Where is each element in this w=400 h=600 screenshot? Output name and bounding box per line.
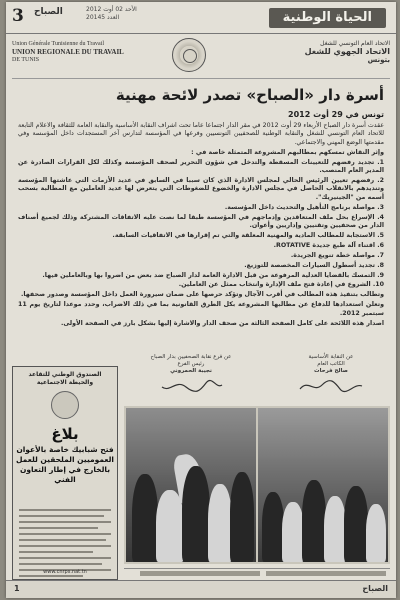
signature-title: عن فرع نقابة الصحفيين بدار الصباح: [150, 354, 232, 360]
issue-number-line: العدد 20145: [86, 14, 120, 21]
ugtt-emblem-icon: [172, 38, 206, 72]
advert-org: الصندوق الوطني للتقاعد والحيطة الاجتماعية: [28, 371, 102, 386]
article-paragraph: 5. الاستجابة للمطالب المادية والمهنية المعلقة والتي تم إقرارها في الاتفاقيات السابقة.: [112, 231, 384, 239]
letterhead-fr-3: DE TUNIS: [12, 57, 40, 63]
photo-meeting-raised-hands: [126, 408, 256, 562]
signature-union: [266, 354, 396, 395]
signature-role: رئيس الفرع: [177, 361, 205, 367]
article-paragraph: 10. الشروع في إعادة فتح ملف الإدارة وانتخاب ممثل عن العاملين.: [178, 281, 384, 289]
article-paragraph: وتطالب بتنفيذ هذه المطالب في أقرب الآجال وتؤكد حرصها على ضمان سيرورة العمل داخل المؤسسة وصدور صحفها.: [21, 291, 384, 299]
article-paragraph: 8. تجديد أسطول السيارات المخصصة للتوزيع.: [244, 261, 384, 269]
article-paragraph: 7. مواصلة خطة تنويع الجريدة.: [290, 251, 384, 259]
masthead: [6, 2, 396, 34]
handwritten-signature-icon: [296, 377, 366, 395]
cnrps-advert: [12, 366, 118, 580]
photo-meeting-audience: [258, 408, 388, 562]
signature-role: الكاتب العام: [317, 361, 345, 367]
article-body: [18, 122, 384, 329]
footer-brand: الصباح: [362, 584, 388, 593]
signature-name: صالح فرحات: [314, 368, 348, 374]
letterhead-ar-2: الاتحاد الجهوي للشغل: [304, 47, 390, 56]
signature-journalists: [126, 354, 256, 395]
photo-caption: [124, 568, 390, 578]
article-headline: أسرة دار «الصباح» تصدر لائحة مهنية: [115, 86, 384, 104]
article-paragraph: اصدار هذه اللائحة على كامل الصفحة الثالثة من صحف الدار والاشارة إليها بشكل بارز في الصفحة الأولى.: [60, 319, 384, 327]
article-paragraph: 6. اقتناء آلة طبع جديدة ROTATIVE.: [273, 241, 384, 249]
photo-strip: [124, 406, 390, 564]
signature-title: عن النقابة الأساسية: [308, 354, 354, 360]
article-paragraph: وتعلن استعدادها للدفاع عن مطالبها المشروعة بكل الطرق القانونية بما في ذلك الاضراب، وحدد موعدا لتاريخ يوم 11 سبتمبر 2012.: [18, 301, 384, 317]
signature-name: نجيبة الحمروني: [170, 368, 212, 374]
letterhead-ar-3: بتونس: [367, 56, 390, 64]
handwritten-signature-icon: [156, 377, 226, 395]
advert-headline: فتح شبابيك خاصة بالأعوان العموميين الملحقين للعمل بالخارج في إطار التعاون الفني: [15, 445, 114, 484]
letterhead-french: [12, 40, 124, 64]
letterhead-ar-1: الاتحاد العام التونسي للشغل: [320, 40, 390, 47]
article-paragraph: 9. التمسك بالقضايا العدلية المرفوعة من قبل الادارة العامة لدار الصباح ضد بعض من اضروا بها وبالعاملين فيها.: [42, 271, 384, 279]
section-title: الحياة الوطنية: [269, 8, 386, 28]
advert-title: بلاغ: [51, 425, 79, 443]
letterhead-fr-2: UNION REGIONALE DU TRAVAIL: [12, 48, 124, 56]
divider: [12, 78, 390, 79]
article-paragraph: 1. تجديد رفضهم للتعيينات المسقطة والتدخل في شؤون التحرير لصحف المؤسسة وكذلك لكل القرارات الصادرة عن المدير العام المنصب.: [18, 158, 384, 175]
signature-block: [116, 354, 396, 406]
ugtt-letterhead: [12, 38, 390, 76]
issue-date: [86, 6, 137, 22]
article-paragraph: عقدت أسرة دار الصباح الأربعاء 29 أوت 2012 في مقر الدار اجتماعا عاما تحت اشراف النقابة الأساسية والنقابة العامة للثقافة والاعلام التابعة للاتحاد العام التونسي للشغل والنقابة الوطنية للصحفيين التونسيين وفرعها في المؤسسة لتدارس آخر المستجدات داخل المؤسسة وفي مقدمتها الوضع المهني والاجتماعي.: [18, 122, 385, 146]
letterhead-fr-1: Union Générale Tunisienne du Travail: [12, 41, 104, 47]
issue-date-line: الأحد 02 أوت 2012: [86, 6, 137, 13]
article-paragraph: 4. الإسراع بحل ملف المتعاقدين وإدماجهم في المؤسسة طبقا لما نصت عليه الاتفاقات المشتركة وذلك لجميع أصناف الدار من صحفيين وتقنيين وإداريين وأعوان.: [18, 213, 384, 229]
letterhead-arabic: [305, 40, 390, 64]
article-paragraph: وإثر النقاش تمسكهم بمطالبهم المشروعة المتمثلة خاصة في :: [191, 148, 384, 156]
cnrps-logo-icon: [51, 391, 79, 419]
newspaper-page: [6, 2, 396, 598]
advert-footer: www.cnrps.nat.tn: [43, 569, 87, 575]
article-dateline: تونس في 29 أوت 2012: [288, 110, 384, 119]
page-footer: [6, 580, 396, 598]
brand-logo: الصباح: [34, 7, 63, 17]
page-number: 3: [12, 6, 24, 26]
article-paragraph: 2. رفضهم تعيين الرئيس الحالي لمجلس الادارة الذي كان سببا في السابق في عديد الأزمات التي عاشتها المؤسسة وتنديدهم بالانقلاب الحاصل في مجلس الادارة والخضوع للضغوطات التي يتعرض لها عديد العاملين مع المطالبة بسحب أسمه من "الجينيريك".: [18, 176, 384, 201]
article-paragraph: 3. مواصلة برنامج التأهيل والتحديث داخل المؤسسة.: [224, 203, 384, 211]
footer-page-number: 1: [14, 584, 20, 593]
